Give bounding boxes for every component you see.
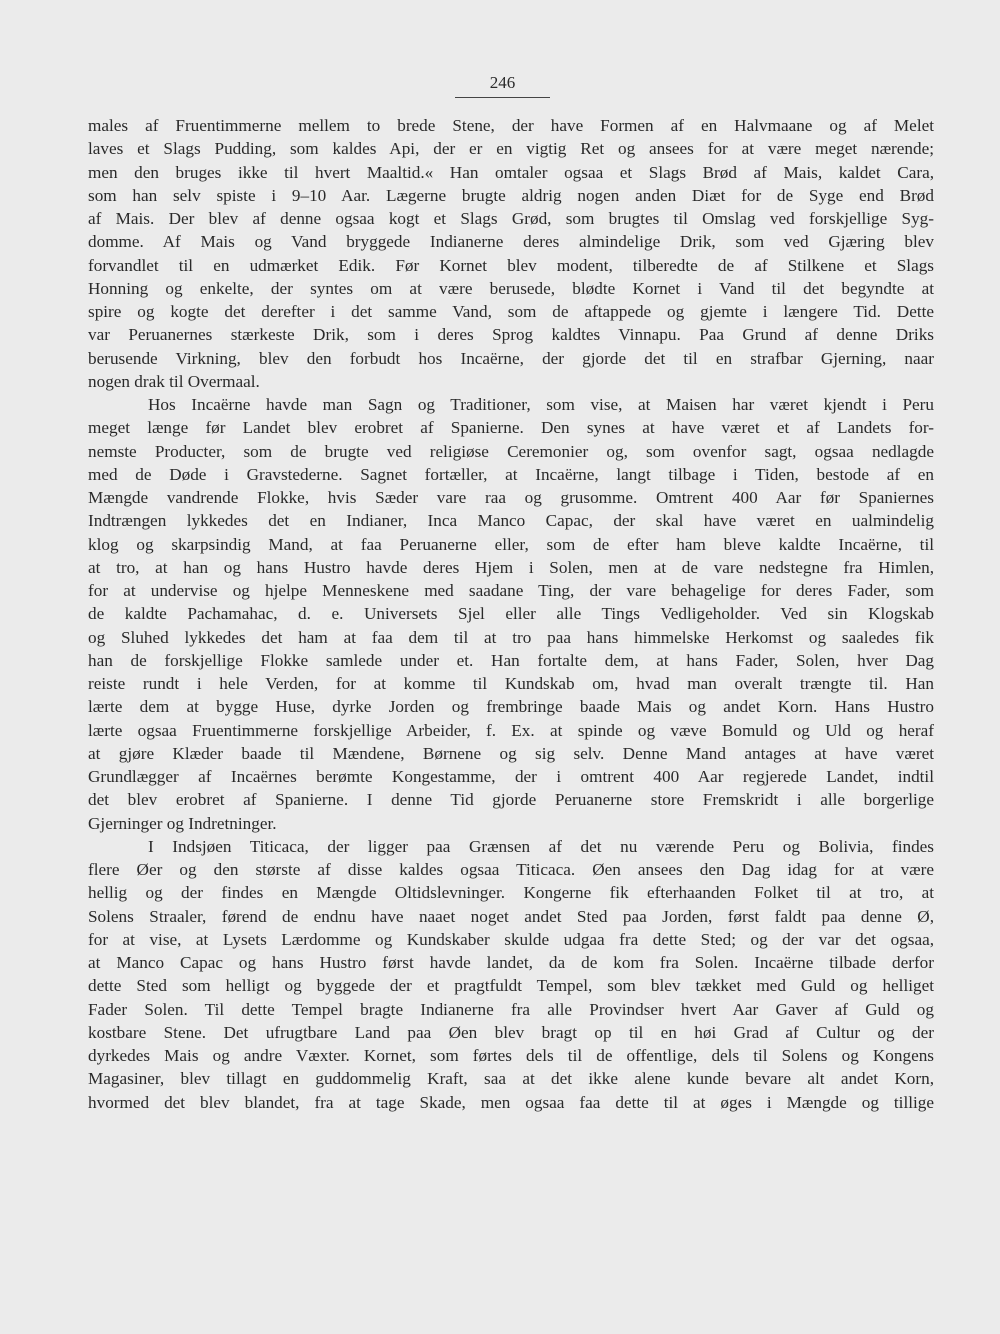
text-line: hvormed det blev blandet, fra at tage Skade, men ogsaa faa dette til at øges i Mængde og tillige bbox=[88, 1092, 934, 1112]
text-line: berusende Virkning, blev den forbudt hos Incaërne, der gjorde det til en strafbar Gjerning, naar bbox=[88, 348, 934, 368]
text-line: men den bruges ikke til hvert Maaltid.« Han omtaler ogsaa et Slags Brød af Mais, kaldet Cara, bbox=[88, 162, 934, 182]
text-line: Indtrængen lykkedes det en Indianer, Inca Manco Capac, der skal have været en ualmindelig bbox=[88, 511, 934, 531]
text-line: Fader Solen. Til dette Tempel bragte Indianerne fra alle Provindser hvert Aar Gaver af Guld og bbox=[88, 999, 934, 1019]
text-line: de kaldte Pachamahac, d. e. Universets Sjel eller alle Tings Vedligeholder. Ved sin Klogskab bbox=[88, 604, 934, 624]
text-line: nemste Producter, som de brugte ved religiøse Ceremonier og, som ovenfor sagt, ogsaa nedlagde bbox=[88, 441, 934, 461]
text-line: hellig og der findes en Mængde Oltidslevninger. Kongerne fik efterhaanden Folket til at tro, at bbox=[88, 883, 934, 903]
text-line: klog og skarpsindig Mand, at faa Peruanerne eller, som de efter ham bleve kaldte Incaërne, til bbox=[88, 534, 934, 554]
text-line: dette Sted som helligt og byggede der et pragtfuldt Tempel, som blev tækket med Guld og helliget bbox=[88, 976, 934, 996]
text-line: Magasiner, blev tillagt en guddommelig Kraft, saa at det ikke alene kunde bevare alt andet Korn, bbox=[88, 1069, 934, 1089]
text-line: Honning og enkelte, der syntes om at være berusede, blødte Kornet i Vand til det begyndte at bbox=[88, 278, 934, 298]
text-line: laves et Slags Pudding, som kaldes Api, der er en vigtig Ret og ansees for at være meget nærende; bbox=[88, 139, 934, 159]
text-line: Hos Incaërne havde man Sagn og Traditioner, som vise, at Maisen har været kjendt i Peru bbox=[148, 395, 934, 414]
text-line: og Sluhed lykkedes det ham at faa dem til at tro paa hans himmelske Herkomst og saaledes fik bbox=[88, 627, 934, 647]
text-line: med de Døde i Gravstederne. Sagnet fortæller, at Incaërne, langt tilbage i Tiden, bestode af en bbox=[88, 464, 934, 484]
text-line: males af Fruentimmerne mellem to brede Stene, der have Formen af en Halvmaane og af Melet bbox=[88, 116, 934, 135]
text-line: for at undervise og hjelpe Menneskene med saadane Ting, der vare behagelige for deres Fader, som bbox=[88, 581, 934, 600]
text-line: Gjerninger og Indretninger. bbox=[88, 813, 277, 833]
text-line: spire og kogte det derefter i det samme Vand, som de aftappede og gjemte i længere Tid. Dette bbox=[88, 302, 934, 321]
text-line: domme. Af Mais og Vand bryggede Indianerne deres almindelige Drik, som ved Gjæring blev bbox=[88, 232, 934, 252]
text-line: meget længe før Landet blev erobret af Spanierne. Den synes at have været et af Landets for- bbox=[88, 418, 934, 438]
text-line: kostbare Stene. Det ufrugtbare Land paa Øen blev bragt op til en høi Grad af Cultur og der bbox=[88, 1022, 934, 1042]
text-line: af Mais. Der blev af denne ogsaa kogt et Slags Grød, som brugtes til Omslag ved forskjellige Syg- bbox=[88, 209, 934, 228]
text-line: Solens Straaler, førend de endnu have naaet noget andet Sted paa Jorden, først faldt paa denne Ø, bbox=[88, 906, 934, 926]
text-line: nogen drak til Overmaal. bbox=[88, 371, 260, 391]
text-line: lærte ogsaa Fruentimmerne forskjellige Arbeider, f. Ex. at spinde og væve Bomuld og Uld og heraf bbox=[88, 720, 934, 740]
text-line: Grundlægger af Incaërnes berømte Kongestamme, der i omtrent 400 Aar regjerede Landet, indtil bbox=[88, 767, 934, 786]
text-line: Mængde vandrende Flokke, hvis Sæder vare raa og grusomme. Omtrent 400 Aar før Spaniernes bbox=[88, 488, 934, 507]
text-line: dyrkedes Mais og andre Væxter. Kornet, som førtes dels til de offentlige, dels til Solens og Kongens bbox=[88, 1046, 934, 1065]
text-line: det blev erobret af Spanierne. I denne Tid gjorde Peruanerne store Fremskridt i alle borgerlige bbox=[88, 790, 934, 810]
text-line: at tro, at han og hans Hustro havde deres Hjem i Solen, men at de vare nedstegne fra Himlen, bbox=[88, 557, 934, 577]
text-line: som han selv spiste i 9–10 Aar. Lægerne brugte aldrig nogen anden Diæt for de Syge end Brød bbox=[88, 185, 934, 205]
text-line: I Indsjøen Titicaca, der ligger paa Grænsen af det nu værende Peru og Bolivia, findes bbox=[148, 836, 934, 856]
text-line: at gjøre Klæder baade til Mændene, Børnene og sig selv. Denne Mand antages at have været bbox=[88, 743, 934, 763]
text-line: han de forskjellige Flokke samlede under et. Han fortalte dem, at hans Fader, Solen, hver Dag bbox=[88, 650, 934, 670]
text-line: reiste rundt i hele Verden, for at komme til Kundskab om, hvad man overalt trængte til. Han bbox=[88, 674, 934, 693]
text-line: forvandlet til en udmærket Edik. Før Kornet blev modent, tilberedte de af Stilkene et Slags bbox=[88, 255, 934, 275]
text-line: at Manco Capac og hans Hustro først havde landet, da de kom fra Solen. Incaërne tilbade derfor bbox=[88, 953, 934, 972]
text-line: lærte dem at bygge Huse, dyrke Jorden og frembringe baade Mais og andet Korn. Hans Hustro bbox=[88, 697, 934, 717]
body-text bbox=[88, 114, 934, 1114]
text-line: var Peruanernes stærkeste Drik, som i deres Sprog kaldtes Vinnapu. Paa Grund af denne Driks bbox=[88, 325, 934, 345]
text-line: for at vise, at Lysets Lærdomme og Kundskaber skulde udgaa fra dette Sted; og der var det ogsaa, bbox=[88, 929, 934, 949]
page-number: 246 bbox=[455, 73, 550, 98]
text-line: flere Øer og den største af disse kaldes ogsaa Titicaca. Øen ansees den Dag idag for at være bbox=[88, 860, 934, 879]
